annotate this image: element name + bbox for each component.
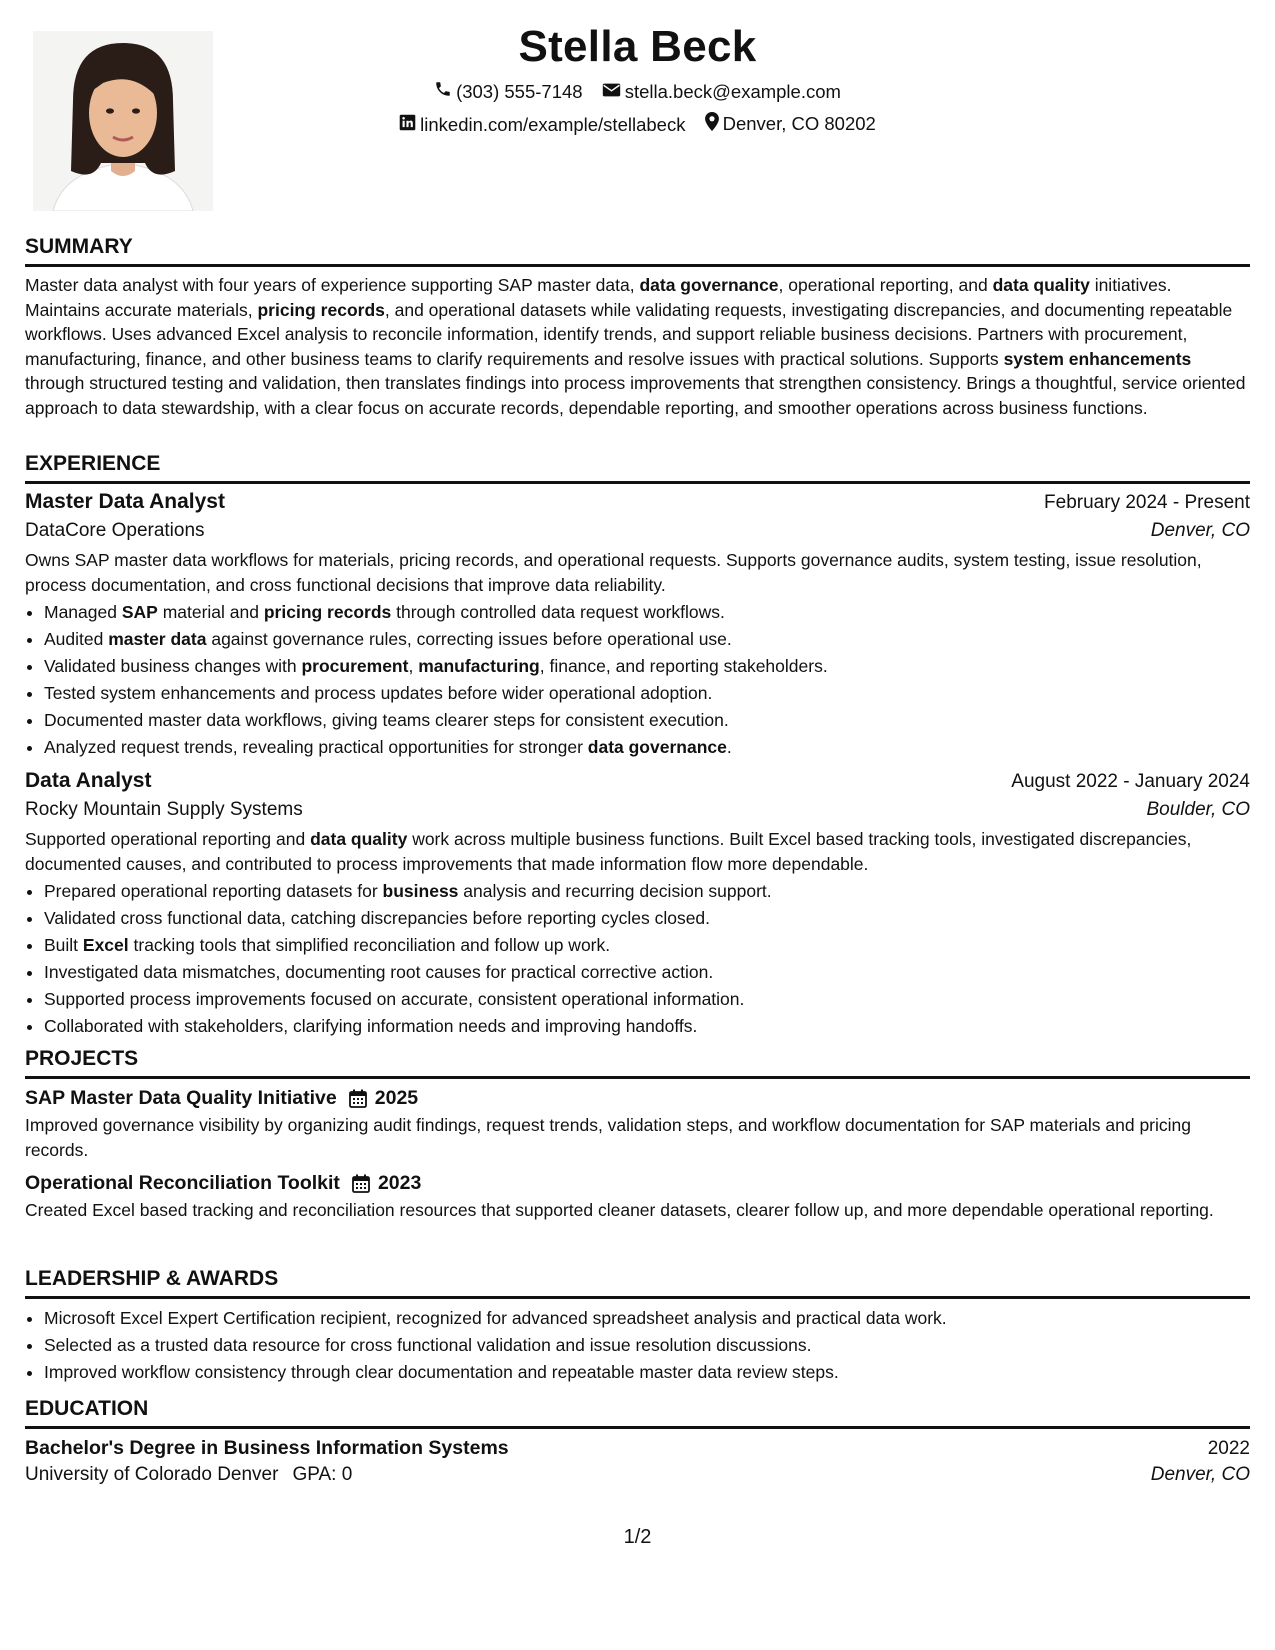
school-location: Denver, CO (1150, 1464, 1250, 1485)
bullet-item: • Prepared operational reporting datasets for business analysis and recurring decision support. (44, 878, 1250, 905)
resume-page (25, 0, 1250, 1650)
job-bullets (25, 878, 1250, 1040)
experience-section (25, 451, 1250, 1040)
leadership-list (25, 1305, 1250, 1386)
job-entry-1 (25, 490, 1250, 761)
project-year: 2025 (374, 1087, 419, 1109)
projects-section (25, 1046, 1250, 1223)
linkedin-text: linkedin.com/example/stellabeck (420, 114, 686, 135)
school-line (25, 1464, 352, 1486)
candidate-name: Stella Beck (518, 22, 757, 71)
leadership-item: • Improved workflow consistency through clear documentation and repeatable master data review steps. (44, 1359, 1250, 1386)
job-dates: August 2022 - January 2024 (1011, 771, 1250, 793)
job-title: Data Analyst (25, 769, 152, 793)
job-company: DataCore Operations (25, 520, 205, 541)
bullet-item: • Managed SAP material and pricing records through controlled data request workflows. (44, 599, 1250, 626)
degree-title: Bachelor's Degree in Business Information Systems (25, 1437, 509, 1459)
summary-text: Master data analyst with four years of experience supporting SAP master data, data governance, operational reporting, and data quality initiatives. Maintains accurate materials, pricing records, and operational datasets while validating requests, investigating discrepancies, and documenting repeatable workflows. Uses advanced Excel analysis to reconcile information, identify trends, and support reliable business decisions. Partners with procurement, manufacturing, finance, and other business teams to clarify requirements and resolve issues with practical solutions. Supports system enhancements through structured testing and validation, then translates findings into process improvements that strengthen consistency. Brings a thoughtful, service oriented approach to data stewardship, with a clear focus on accurate records, dependable reporting, and smoother operations across business functions. (25, 275, 1246, 418)
bullet-item: • Supported process improvements focused on accurate, consistent operational information. (44, 986, 1250, 1013)
phone-icon (434, 80, 456, 103)
section-title-leadership: LEADERSHIP & AWARDS (25, 1266, 1250, 1299)
section-title-experience: EXPERIENCE (25, 451, 1250, 484)
job-entry-2 (25, 769, 1250, 1040)
job-description: Owns SAP master data workflows for materials, pricing records, and operational requests. Supports governance audits, system testing, issue resolution, process documentation, and cross functional decisions that improve data reliability. (25, 550, 1202, 595)
project-entry-1 (25, 1087, 1250, 1162)
email-text: stella.beck@example.com (624, 81, 841, 102)
section-title-projects: PROJECTS (25, 1046, 1250, 1079)
email-contact[interactable] (602, 81, 841, 103)
linkedin-icon (399, 114, 420, 136)
project-entry-2 (25, 1172, 1250, 1223)
job-location: Denver, CO (1150, 520, 1250, 541)
linkedin-contact[interactable] (399, 114, 685, 136)
location-contact (705, 112, 876, 136)
bullet-item: • Tested system enhancements and process updates before wider operational adoption. (44, 680, 1250, 707)
education-section (25, 1396, 1250, 1486)
job-location: Boulder, CO (1146, 799, 1250, 821)
calendar-icon (349, 1089, 367, 1108)
school-name: University of Colorado Denver (25, 1464, 279, 1485)
section-title-education: EDUCATION (25, 1396, 1250, 1429)
bullet-item: • Validated cross functional data, catching discrepancies before reporting cycles closed. (44, 905, 1250, 932)
page-number: 1/2 (623, 1526, 652, 1548)
map-pin-icon (705, 112, 723, 136)
contact-line-2 (25, 112, 1250, 136)
leadership-item: • Selected as a trusted data resource for cross functional validation and issue resolution discussions. (44, 1332, 1250, 1359)
calendar-icon (352, 1174, 370, 1193)
job-company: Rocky Mountain Supply Systems (25, 799, 303, 821)
project-description: Created Excel based tracking and reconciliation resources that supported cleaner datasets, clearer follow up, and more dependable operational reporting. (25, 1200, 1214, 1221)
envelope-icon (602, 81, 625, 103)
job-dates: February 2024 - Present (1044, 492, 1250, 513)
bullet-item: • Investigated data mismatches, documenting root causes for practical corrective action. (44, 959, 1250, 986)
bullet-item: • Validated business changes with procurement, manufacturing, finance, and reporting stakeholders. (44, 653, 1250, 680)
leadership-item: • Microsoft Excel Expert Certification recipient, recognized for advanced spreadsheet analysis and practical data work. (44, 1305, 1250, 1332)
job-description: Supported operational reporting and data quality work across multiple business functions. Built Excel based tracking tools, investigated discrepancies, documented causes, and contributed to process improvements that made information flow more dependable. (25, 829, 1192, 874)
bullet-item: • Audited master data against governance rules, correcting issues before operational use. (44, 626, 1250, 653)
job-bullets (25, 599, 1250, 761)
summary-section (25, 234, 1250, 421)
project-description: Improved governance visibility by organizing audit findings, request trends, validation steps, and workflow documentation for SAP materials and pricing records. (25, 1115, 1191, 1160)
location-text: Denver, CO 80202 (722, 113, 876, 134)
project-year: 2023 (377, 1172, 422, 1195)
leadership-section (25, 1266, 1250, 1386)
bullet-item: • Collaborated with stakeholders, clarifying information needs and improving handoffs. (44, 1013, 1250, 1040)
bullet-item: • Built Excel tracking tools that simplified reconciliation and follow up work. (44, 932, 1250, 959)
phone-text: (303) 555-7148 (456, 80, 583, 102)
contact-line-1 (25, 80, 1250, 103)
bullet-item: • Analyzed request trends, revealing practical opportunities for stronger data governance. (44, 734, 1250, 761)
gpa: GPA: 0 (292, 1464, 353, 1485)
bullet-item: • Documented master data workflows, giving teams clearer steps for consistent execution. (44, 707, 1250, 734)
graduation-year: 2022 (1207, 1438, 1250, 1459)
project-name: SAP Master Data Quality Initiative (25, 1087, 337, 1109)
job-title: Master Data Analyst (25, 490, 225, 513)
phone-contact[interactable] (434, 80, 583, 103)
project-name: Operational Reconciliation Toolkit (25, 1172, 340, 1195)
section-title-summary: SUMMARY (25, 234, 1250, 267)
